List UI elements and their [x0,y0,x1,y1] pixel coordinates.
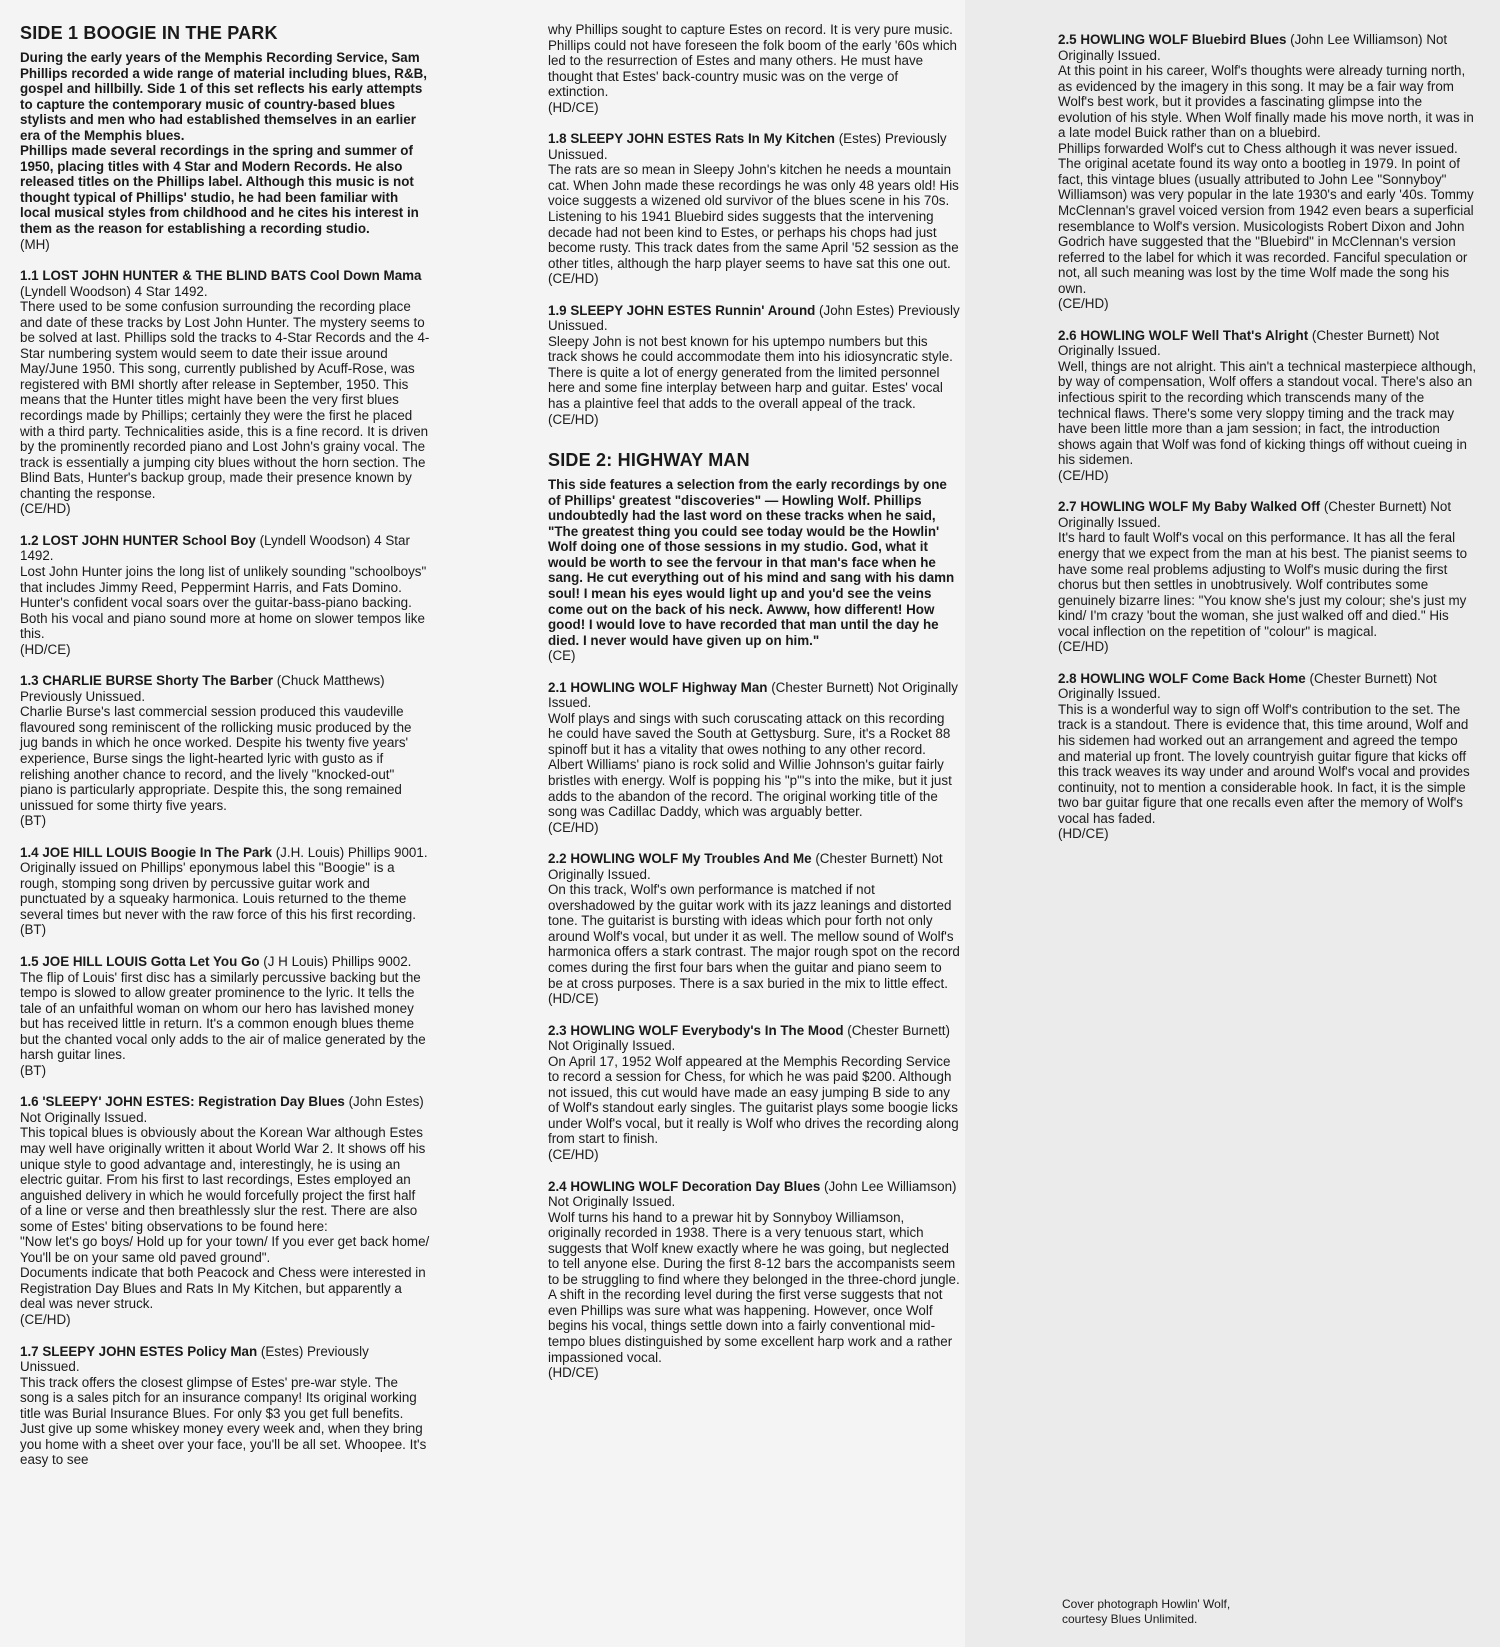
track-heading [20,673,430,704]
cover-photo-credit [1062,1597,1362,1627]
track-2-5 [1058,32,1478,312]
track-title: 1.8 SLEEPY JOHN ESTES Rats In My Kitchen [548,131,835,147]
track-1-6 [20,1094,430,1327]
track-credit: (HD/CE) [548,1365,599,1381]
cover-photo-credit-line-1: Cover photograph Howlin' Wolf, [1062,1597,1231,1611]
track-heading [1058,32,1478,63]
track-credit: (HD/CE) [1058,826,1109,842]
track-meta: (Chuck Matthews) Previously Unissued. [20,673,385,704]
track-meta: (Chester Burnett) Not Originally Issued. [548,1022,950,1054]
track-meta: (John Estes) Not Originally Issued. [20,1094,424,1125]
track-1-9 [548,303,960,427]
track-body: There used to be some confusion surrounding the recording place and date of these tracks by Lost John Hunter. The mystery seems to be solved at last. Phillips sold the tracks to 4-Star Records and the 4-Star numbering system would seem to date their issue around May/June 1950. This song, currently published by Acuff-Rose, was registered with BMI shortly after release in September, 1950. This means that the Hunter titles might have been the very first blues recordings made by Phillips; certainly they were the first he placed with a third party. Technicalities aside, this is a fine record. It is driven by the prominently recorded piano and Lost John's grainy vocal. The track is essentially a jumping city blues without the horn section. The Blind Bats, Hunter's backup group, made their presence known by chanting the response. [20,299,430,501]
side-1-intro-paragraph-2: Phillips made several recordings in the spring and summer of 1950, placing titles with 4 Star and Modern Records. He also released titles on the Phillips label. Although this music is not thought typical of Phillips' studio, he had been familiar with local musical styles from childhood and he cites his interest in them as the reason for establishing a recording studio. [20,143,419,237]
track-title: 1.4 JOE HILL LOUIS Boogie In The Park [20,844,272,860]
track-meta: (J H Louis) Phillips 9002. [259,953,412,969]
track-meta: (Lyndell Woodson) 4 Star 1492. [20,283,208,299]
track-body: At this point in his career, Wolf's thoughts were already turning north, as evidenced by the imagery in this song. It may be a fair way from Wolf's best work, but it provides a fascinating glimpse into the evolution of his style. When Wolf finally made his move north, it was in a late model Buick rather than on a bluebird. [1058,63,1474,141]
track-heading [548,131,960,162]
track-body: Lost John Hunter joins the long list of unlikely sounding "schoolboys" that includes Jimmy Reed, Peppermint Harris, and Fats Domino. Hunter's confident vocal soars over the guitar-bass-piano backing. Both his vocal and piano sound more at home on slower tempos like this. [20,563,427,642]
column-2 [548,22,960,1397]
track-credit: (CE/HD) [1058,467,1109,483]
track-meta: (Chester Burnett) Not Originally Issued. [548,851,943,882]
track-heading [548,1179,960,1210]
track-title: 2.6 HOWLING WOLF Well That's Alright [1058,327,1309,343]
track-title: 2.1 HOWLING WOLF Highway Man [548,679,768,695]
track-meta: (Estes) Previously Unissued. [20,1343,369,1375]
track-meta: (John Lee Williamson) Not Originally Issued. [1058,32,1448,63]
track-credit: (BT) [20,813,47,829]
track-body: On April 17, 1952 Wolf appeared at the Memphis Recording Service to record a session for Chess, for which he was paid $200. Although not issued, this cut would have made an easy jumping B side to any of Wolf's standout early singles. The guitarist plays some boogie licks under Wolf's vocal, but it really is Wolf who drives the recording along from start to finish. [548,1053,959,1147]
track-body: The flip of Louis' first disc has a similarly percussive backing but the tempo is slowed to allow greater prominence to the lyric. It tells the tale of an unfaithful woman on whom our hero has lavished money but has received little in return. It's a common enough blues theme but the chanted vocal only adds to the air of malice generated by the harsh guitar lines. [20,969,426,1063]
track-heading [20,954,430,970]
track-heading [1058,328,1478,359]
track-title: 1.9 SLEEPY JOHN ESTES Runnin' Around [548,302,816,318]
track-heading [1058,671,1478,702]
track-credit: (CE/HD) [548,271,599,287]
track-title: 2.5 HOWLING WOLF Bluebird Blues [1058,32,1287,47]
track-title: 2.8 HOWLING WOLF Come Back Home [1058,670,1306,686]
side-1-intro-paragraph-1: During the early years of the Memphis Recording Service, Sam Phillips recorded a wide range of material including blues, R&B, gospel and hillbilly. Side 1 of this set reflects his early attempts to capture the contemporary music of country-based blues stylists and men who had established themselves in an earlier era of the Memphis blues. [20,50,428,143]
track-heading [548,303,960,334]
side-2-title: SIDE 2: HIGHWAY MAN [548,450,750,471]
track-heading [548,680,960,711]
track-2-1 [548,680,960,835]
track-credit: (CE/HD) [1058,639,1109,655]
track-2-3 [548,1023,960,1163]
track-body: This is a wonderful way to sign off Wolf's contribution to the set. The track is a standout. There is evidence that, this time around, Wolf and his sidemen had worked out an arrangement and agreed the tempo and material up front. The lovely countryish guitar figure that kicks off this track weaves its way under and around Wolf's vocal and provides continuity, not to mention a considerable hook. In fact, it is the simple two bar guitar figure that one recalls even after the memory of Wolf's vocal has faded. [1058,701,1470,826]
track-heading [20,1344,430,1375]
track-heading [20,533,430,564]
track-title: 1.7 SLEEPY JOHN ESTES Policy Man [20,1343,258,1359]
side-2-intro: This side features a selection from the early recordings by one of Phillips' greatest "discoveries" — Howling Wolf. Phillips undoubtedly had the last word on these tracks when he said, "The greatest thing you could see today would be the Howlin' Wolf doing one of those sessions in my studio. God, what it would be worth to see the fervour in that man's face when he sang. He cut everything out of his mind and sang with his damn soul! I mean his eyes would light up and you'd see the veins come out on the back of his neck. Awww, how different! How good! I would love to have recorded that man until the day he died. I never would have given up on him." [548,477,955,648]
track-body: Wolf plays and sings with such coruscating attack on this recording he could have saved the South at Gettysburg. Sure, it's a Rocket 88 spinoff but it has a vitality that owes nothing to any other record. Albert Williams' piano is rock solid and Willie Johnson's guitar fairly bristles with energy. Wolf is popping his "p"'s into the mike, but it just adds to the abandon of the record. The original working title of the song was Cadillac Daddy, which was arguably better. [548,710,952,820]
track-title: 2.3 HOWLING WOLF Everybody's In The Mood [548,1022,844,1038]
track-2-4 [548,1179,960,1381]
side-1-intro-credit: (MH) [20,236,50,252]
track-body: It's hard to fault Wolf's vocal on this performance. It has all the feral energy that we expect from the man at his best. The pianist seems to have some real problems adjusting to Wolf's music during the first chorus but then settles in unobtrusively. Wolf contributes some genuinely bizarre lines: "You know she's just my colour; she's just my kind/ I'm crazy 'bout the woman, she just walked off and died." His vocal inflection on the repetition of "colour" is magical. [1058,530,1468,639]
track-2-7 [1058,499,1478,654]
track-credit: (CE/HD) [1058,296,1109,312]
track-1-5 [20,954,430,1078]
track-title: 1.1 LOST JOHN HUNTER & THE BLIND BATS Cool Down Mama [20,268,422,284]
track-1-7-continued [548,22,960,115]
side-1-title: SIDE 1 BOOGIE IN THE PARK [20,23,278,43]
track-meta: (Chester Burnett) Not Originally Issued. [548,679,958,711]
track-body: The rats are so mean in Sleepy John's kitchen he needs a mountain cat. When John made these recordings he was only 48 years old! His voice suggests a wizened old survivor of the blues scene in his 70s. Listening to his 1941 Bluebird sides suggests that the intervening decade had not been kind to Estes, or perhaps his chops had just become rusty. This track dates from the same April '52 session as the other titles, although the harp player seems to have sat this one out. [548,162,959,271]
track-meta: (Lyndell Woodson) 4 Star 1492. [20,532,410,564]
track-credit: (BT) [20,1062,47,1078]
track-meta: (John Lee Williamson) Not Originally Issued. [548,1178,957,1210]
track-credit: (CE/HD) [548,1147,599,1162]
column-1 [20,22,430,1484]
track-2-2 [548,851,960,1006]
track-body: This track offers the closest glimpse of Estes' pre-war style. The song is a sales pitch for an insurance company! Its original working title was Burial Insurance Blues. For only $3 you get full benefits. Just give up some whiskey money every week and, when they bring you home with a sheet over your face, you'll be all set. Whoopee. It's easy to see [20,1374,427,1468]
track-heading [20,845,430,861]
track-body-continued: Phillips forwarded Wolf's cut to Chess although it was never issued. The original acetate found its way onto a bootleg in 1979. In point of fact, this vintage blues (usually attributed to John Lee "Sonnyboy" Williamson) was very popular in the late 1930's and early '40s. Tommy McClennan's gravel voiced version from 1942 even bears a superficial resemblance to Wolf's version. Musicologists Robert Dixon and John Godrich have suggested that the "Bluebird" in McClennan's version referred to the label for which it was recorded. Fanciful speculation or not, all such meaning was lost by the time Wolf made the song his own. [1058,140,1474,296]
track-1-2 [20,533,430,657]
track-title: 1.2 LOST JOHN HUNTER School Boy [20,532,256,548]
track-1-8 [548,131,960,286]
track-title: 2.4 HOWLING WOLF Decoration Day Blues [548,1178,821,1194]
track-heading [548,851,960,882]
column-3 [1058,32,1478,858]
track-meta: (J.H. Louis) Phillips 9001. [272,844,428,860]
track-body: why Phillips sought to capture Estes on record. It is very pure music. Phillips could not have foreseen the folk boom of the early '60s which led to the resurrection of Estes and many others. He must have thought that Estes' back-country music was on the verge of extinction. [548,22,957,100]
track-credit: (BT) [20,922,47,938]
track-title: 1.5 JOE HILL LOUIS Gotta Let You Go [20,953,260,969]
track-body: Well, things are not alright. This ain't a technical masterpiece although, by way of compensation, Wolf offers a standout vocal. There's also an infectious spirit to the recording which transcends many of the technical flaws. There's some very sloppy timing and the track may have been little more than a jam session; in fact, the introduction shows again that Wolf was fond of kicking things off without cueing in his sidemen. [1058,358,1477,468]
track-title: 2.2 HOWLING WOLF My Troubles And Me [548,851,812,867]
track-body: This topical blues is obviously about the Korean War although Estes may well have originally written it about World War 2. It shows off his unique style to good advantage and, interestingly, he is using an electric guitar. From his first to last recordings, Estes employed an anguished delivery in which he would forcefully project the first half of a line or verse and then breathlessly slur the rest. There are also some of Estes' biting observations to be found here: [20,1125,426,1234]
track-credit: (HD/CE) [20,641,71,657]
track-credit: (CE/HD) [20,501,71,517]
track-meta: (Chester Burnett) Not Originally Issued. [1058,327,1440,359]
track-title: 1.6 'SLEEPY' JOHN ESTES: Registration Day Blues [20,1094,345,1110]
track-1-3 [20,673,430,828]
track-credit: (HD/CE) [548,991,599,1007]
track-credit: (CE/HD) [548,411,599,427]
track-meta: (John Estes) Previously Unissued. [548,302,960,334]
track-meta: (Chester Burnett) Not Originally Issued. [1058,670,1437,702]
track-1-4 [20,845,430,938]
track-body: Charlie Burse's last commercial session produced this vaudeville flavoured song reminiscent of the rollicking music produced by the jug bands in which he once worked. Despite his twenty five years' experience, Burse sings the light-hearted lyric with gusto as if relishing another chance to record, and the lively "knocked-out" piano is particularly appropriate. Despite this, the song remained unissued for some thirty five years. [20,704,412,813]
track-body: Sleepy John is not best known for his uptempo numbers but this track shows he could accommodate them into his idiosyncratic style. There is quite a lot of energy generated from the limited personnel here and some fine interplay between harp and guitar. Estes' vocal has a plaintive feel that adds to the overall appeal of the track. [548,333,953,412]
track-credit: (CE/HD) [20,1312,71,1328]
track-credit: (HD/CE) [548,99,599,115]
track-heading [20,268,430,299]
track-quote: "Now let's go boys/ Hold up for your town/ If you ever get back home/ You'll be on your same old paved ground". [20,1234,430,1265]
track-body: Originally issued on Phillips' eponymous label this "Boogie" is a rough, stomping song driven by percussive guitar work and punctuated by a squeaky harmonica. Louis returned to the theme several times but never with the raw force of this his first recording. [20,860,416,922]
track-1-7 [20,1344,430,1468]
track-heading [1058,499,1478,530]
cover-photo-credit-line-2: courtesy Blues Unlimited. [1062,1612,1198,1626]
track-heading [20,1094,430,1125]
track-credit: (CE/HD) [548,819,599,835]
track-meta: (Chester Burnett) Not Originally Issued. [1058,499,1452,530]
track-title: 2.7 HOWLING WOLF My Baby Walked Off [1058,499,1321,515]
track-1-1 [20,268,430,517]
track-meta: (Estes) Previously Unissued. [548,131,947,162]
track-heading [548,1023,960,1054]
track-title: 1.3 CHARLIE BURSE Shorty The Barber [20,673,273,689]
track-2-8 [1058,671,1478,842]
track-body: On this track, Wolf's own performance is matched if not overshadowed by the guitar work with its jazz leanings and distorted tone. The guitarist is bursting with ideas which pour forth not only around Wolf's vocal, but under it as well. The mellow sound of Wolf's harmonica offers a stark contrast. The major rough spot on the record comes during the first four bars when the guitar and piano seem to be at cross purposes. There is a sax buried in the mix to little effect. [548,882,960,991]
track-body-continued: Documents indicate that both Peacock and Chess were interested in Registration Day Blues and Rats In My Kitchen, but apparently a deal was never struck. [20,1265,426,1312]
side-2-intro-credit: (CE) [548,648,576,664]
track-2-6 [1058,328,1478,483]
track-body: Wolf turns his hand to a prewar hit by Sonnyboy Williamson, originally recorded in 1938. There is a very tenuous start, which suggests that Wolf knew exactly where he was going, but neglected to tell anyone else. During the first 8-12 bars the accompanists seem to be struggling to find where they belonged in the three-chord jungle. A shift in the recording level during the first verse suggests that not even Phillips was sure what was happening. However, once Wolf begins his vocal, things settle down into a fairly conventional mid-tempo blues distinguished by some excellent harp work and a rather impassioned vocal. [548,1209,960,1365]
